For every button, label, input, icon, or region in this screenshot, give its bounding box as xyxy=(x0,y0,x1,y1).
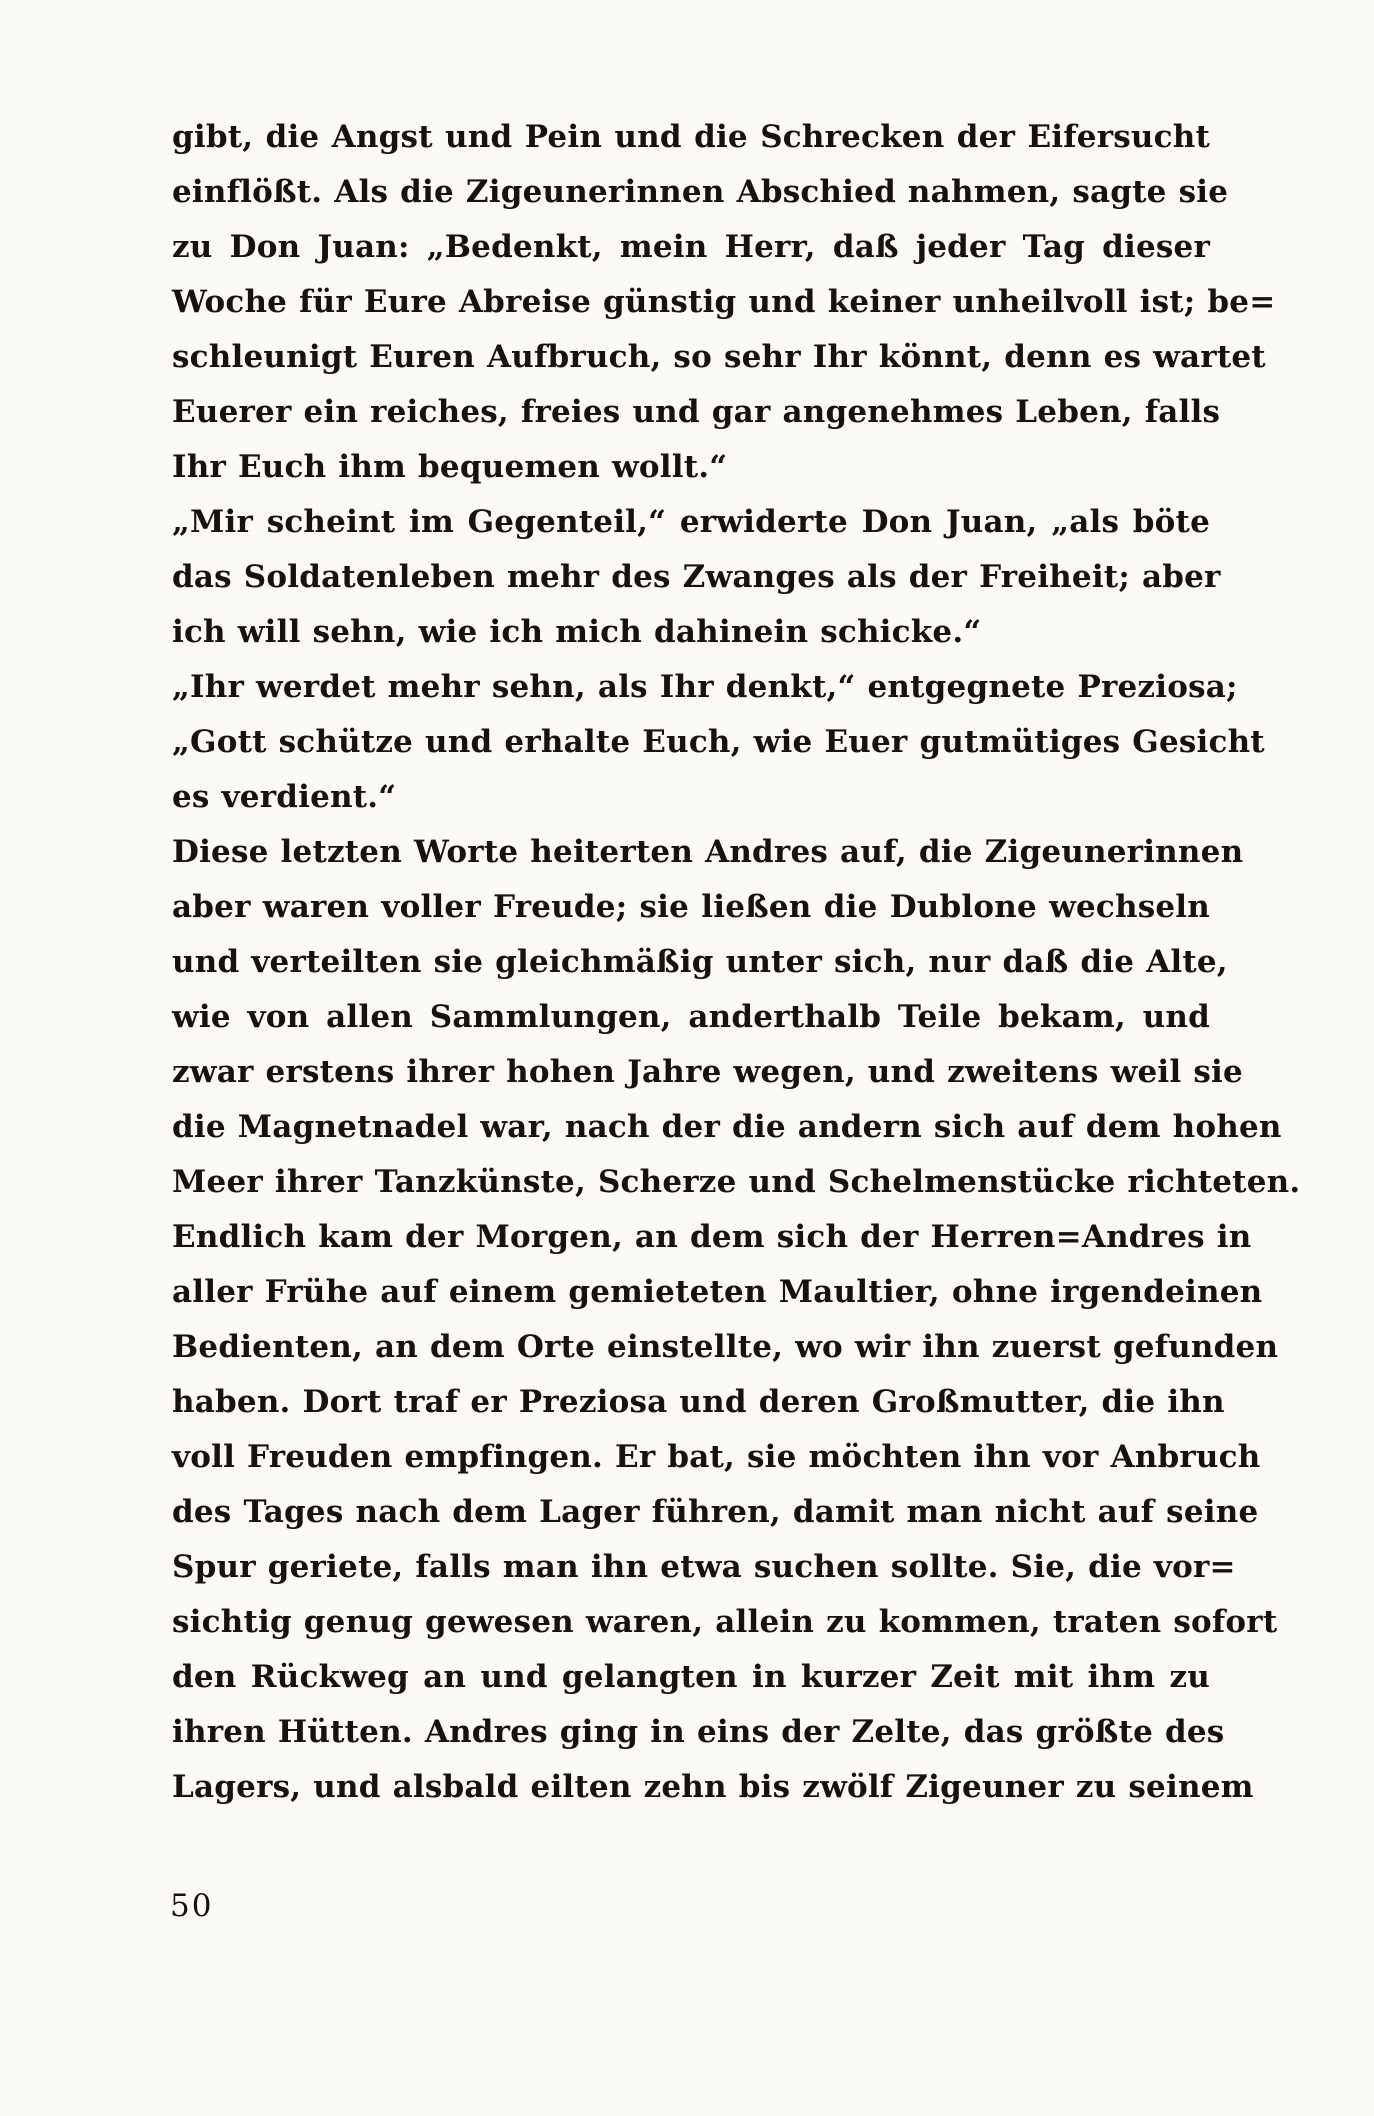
text-line: Euerer ein reiches, freies und gar angenehmes Leben, falls xyxy=(172,394,1221,430)
text-line: Meer ihrer Tanzkünste, Scherze und Schelmenstücke richteten. xyxy=(172,1164,1301,1200)
text-line: wie von allen Sammlungen, anderthalb Teile bekam, und xyxy=(172,999,1210,1035)
text-line: Ihr Euch ihm bequemen wollt.“ xyxy=(172,449,728,485)
text-line: die Magnetnadel war, nach der die andern sich auf dem hohen xyxy=(172,1109,1282,1145)
text-line: ich will sehn, wie ich mich dahinein schicke.“ xyxy=(172,614,982,650)
text-line: voll Freuden empfingen. Er bat, sie möchten ihn vor Anbruch xyxy=(172,1439,1261,1475)
text-line: aller Frühe auf einem gemieteten Maultier, ohne irgendeinen xyxy=(172,1274,1263,1310)
text-line: schleunigt Euren Aufbruch, so sehr Ihr könnt, denn es wartet xyxy=(172,339,1266,375)
text-line: einflößt. Als die Zigeunerinnen Abschied nahmen, sagte sie xyxy=(172,174,1229,210)
text-line: zu Don Juan: „Bedenkt, mein Herr, daß jeder Tag dieser xyxy=(172,229,1210,265)
text-line: „Mir scheint im Gegenteil,“ erwiderte Don Juan, „als böte xyxy=(172,504,1210,540)
text-line: Lagers, und alsbald eilten zehn bis zwölf Zigeuner zu seinem xyxy=(172,1769,1254,1805)
text-line: Woche für Eure Abreise günstig und keiner unheilvoll ist; be= xyxy=(172,284,1276,320)
text-line: Endlich kam der Morgen, an dem sich der Herren=Andres in xyxy=(172,1219,1252,1255)
text-line: haben. Dort traf er Preziosa und deren Großmutter, die ihn xyxy=(172,1384,1225,1420)
text-line: „Ihr werdet mehr sehn, als Ihr denkt,“ entgegnete Preziosa; xyxy=(172,669,1238,705)
text-line: es verdient.“ xyxy=(172,779,397,815)
text-line: gibt, die Angst und Pein und die Schrecken der Eifersucht xyxy=(172,119,1210,155)
text-line: des Tages nach dem Lager führen, damit man nicht auf seine xyxy=(172,1494,1259,1530)
text-line: den Rückweg an und gelangten in kurzer Zeit mit ihm zu xyxy=(172,1659,1210,1695)
text-line: Bedienten, an dem Orte einstellte, wo wir ihn zuerst gefunden xyxy=(172,1329,1279,1365)
text-line: zwar erstens ihrer hohen Jahre wegen, und zweitens weil sie xyxy=(172,1054,1243,1090)
text-line: „Gott schütze und erhalte Euch, wie Euer gutmütiges Gesicht xyxy=(172,724,1265,760)
text-line: das Soldatenleben mehr des Zwanges als der Freiheit; aber xyxy=(172,559,1221,595)
text-line: aber waren voller Freude; sie ließen die Dublone wechseln xyxy=(172,889,1210,925)
page-text-block xyxy=(172,110,1301,1815)
text-line: und verteilten sie gleichmäßig unter sich, nur daß die Alte, xyxy=(172,944,1228,980)
text-line: ihren Hütten. Andres ging in eins der Zelte, das größte des xyxy=(172,1714,1225,1750)
text-line: Spur geriete, falls man ihn etwa suchen sollte. Sie, die vor= xyxy=(172,1549,1236,1585)
page-number: 50 xyxy=(170,1888,214,1924)
text-line: Diese letzten Worte heiterten Andres auf, die Zigeunerinnen xyxy=(172,834,1244,870)
text-line: sichtig genug gewesen waren, allein zu kommen, traten sofort xyxy=(172,1604,1278,1640)
